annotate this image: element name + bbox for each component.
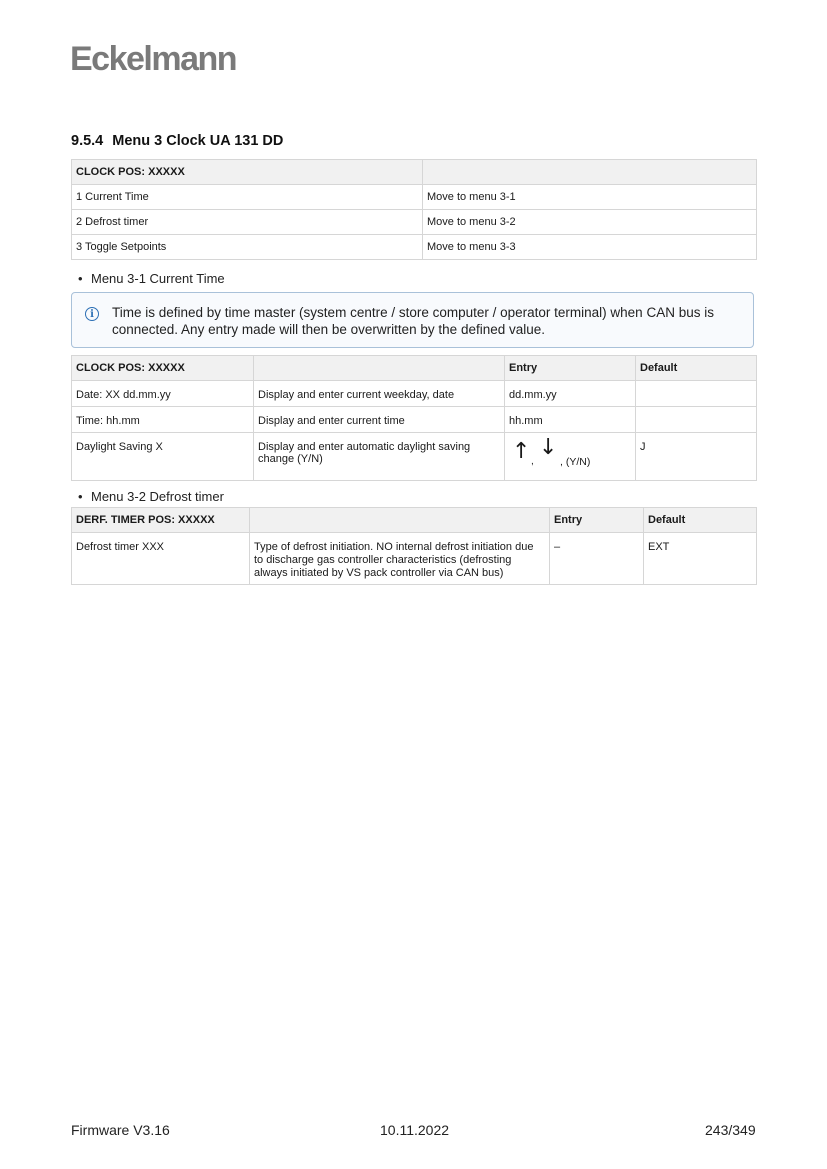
table-cell: Display and enter current time	[254, 407, 505, 433]
table-cell: Time: hh.mm	[72, 407, 254, 433]
table-header-cell	[250, 508, 550, 533]
table-row	[72, 381, 757, 407]
table-row	[72, 185, 757, 210]
table-header-cell	[423, 160, 757, 185]
table-header-cell: CLOCK POS: XXXXX	[72, 160, 423, 185]
table-cell: Display and enter current weekday, date	[254, 381, 505, 407]
table-row	[72, 533, 757, 585]
bullet-menu-3-2	[78, 489, 224, 504]
table-header-cell	[254, 356, 505, 381]
table-header-cell: Entry	[550, 508, 644, 533]
section-title-text: Menu 3 Clock UA 131 DD	[112, 133, 284, 149]
footer-firmware: Firmware V3.16	[71, 1122, 170, 1138]
table-cell	[505, 433, 636, 481]
entry-suffix: , (Y/N)	[560, 456, 591, 468]
section-heading	[71, 133, 283, 149]
table-row	[72, 210, 757, 235]
bullet-text: Menu 3-2 Defrost timer	[91, 489, 224, 504]
table-row	[72, 433, 757, 481]
table-cell: Move to menu 3-3	[423, 235, 757, 260]
table-cell: J	[636, 433, 757, 481]
table-cell: EXT	[644, 533, 757, 585]
table-row	[72, 407, 757, 433]
defrost-timer-table	[71, 507, 757, 585]
table-cell: dd.mm.yy	[505, 381, 636, 407]
table-header-cell: Default	[644, 508, 757, 533]
table-cell: Type of defrost initiation. NO internal defrost initiation due to discharge gas controller characteristics (defrosting always initiated by VS pack controller via CAN bus)	[250, 533, 550, 585]
table-header-cell: DERF. TIMER POS: XXXXX	[72, 508, 250, 533]
table-cell: Daylight Saving X	[72, 433, 254, 481]
current-time-table	[71, 355, 757, 481]
table-cell	[636, 407, 757, 433]
info-note-text: Time is defined by time master (system centre / store computer / operator terminal) when CAN bus is connected. Any entry made will then be overwritten by the defined value.	[112, 305, 714, 337]
bullet-menu-3-1	[78, 271, 225, 286]
table-header-cell: CLOCK POS: XXXXX	[72, 356, 254, 381]
table-cell: Date: XX dd.mm.yy	[72, 381, 254, 407]
table-header-cell: Entry	[505, 356, 636, 381]
table-cell: Display and enter automatic daylight saving change (Y/N)	[254, 433, 505, 481]
clock-menu-table	[71, 159, 757, 260]
footer-page-number: 243/349	[705, 1122, 756, 1138]
table-header-cell: Default	[636, 356, 757, 381]
footer-date: 10.11.2022	[380, 1122, 450, 1138]
table-cell: 3 Toggle Setpoints	[72, 235, 423, 260]
table-header-row	[72, 356, 757, 381]
entry-separator: ,	[531, 456, 534, 467]
info-note	[71, 292, 754, 348]
daylight-entry	[509, 435, 649, 469]
table-cell: 2 Defrost timer	[72, 210, 423, 235]
table-cell	[636, 381, 757, 407]
section-number: 9.5.4	[71, 133, 104, 149]
arrow-down-icon: ↓	[539, 435, 558, 460]
table-cell: Move to menu 3-1	[423, 185, 757, 210]
table-header-row	[72, 508, 757, 533]
bullet-text: Menu 3-1 Current Time	[91, 271, 225, 286]
bullet-symbol: •	[78, 489, 83, 504]
table-cell: Defrost timer XXX	[72, 533, 250, 585]
table-cell: 1 Current Time	[72, 185, 423, 210]
table-cell: –	[550, 533, 644, 585]
info-icon: i	[85, 307, 99, 321]
company-logo: Eckelmann	[70, 40, 237, 78]
arrow-up-icon: ↑	[512, 439, 531, 464]
table-cell: Move to menu 3-2	[423, 210, 757, 235]
table-row	[72, 235, 757, 260]
table-header-row	[72, 160, 757, 185]
table-cell: hh.mm	[505, 407, 636, 433]
bullet-symbol: •	[78, 271, 83, 286]
